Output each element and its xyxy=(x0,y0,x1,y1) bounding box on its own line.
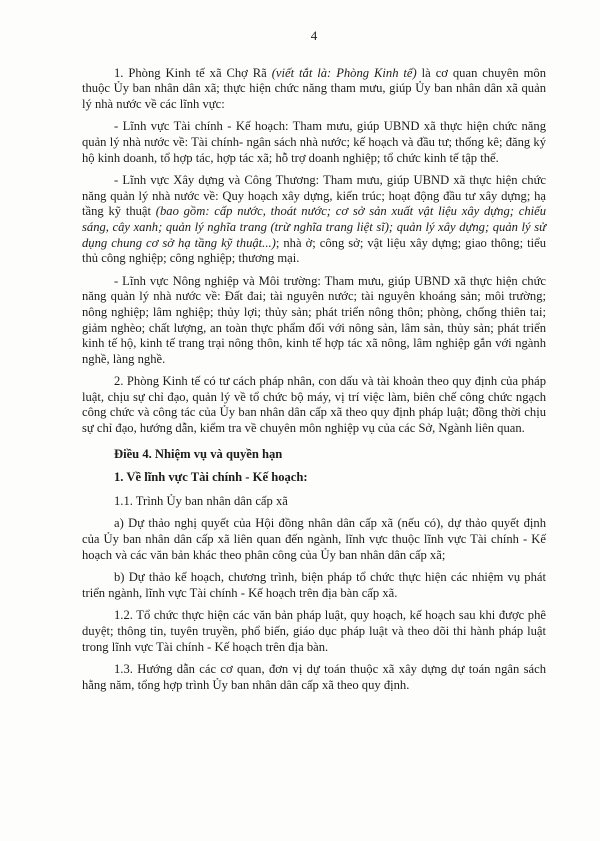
paragraph-1-abbreviation: (viết tắt là: Phòng Kinh tế) xyxy=(271,65,417,80)
item-a: a) Dự thảo nghị quyết của Hội đồng nhân dân cấp xã (nếu có), dự thảo quyết định của Ủy ban nhân dân cấp xã liên quan đến ngành, lĩnh vực thuộc lĩnh vực Tài chính - Kế hoạch và các văn bản khác theo phân công của Ủy ban nhân dân cấp xã; xyxy=(82,516,546,562)
article-4-title: Điều 4. Nhiệm vụ và quyền hạn xyxy=(114,446,283,461)
item-b: b) Dự thảo kế hoạch, chương trình, biện pháp tổ chức thực hiện các nhiệm vụ phát triển ngành, lĩnh vực Tài chính - Kế hoạch trên địa bàn cấp xã. xyxy=(82,570,546,600)
paragraph-1-text-c: là cơ quan chuyên môn thuộc Ủy ban nhân dân xã; thực hiện chức năng tham mưu, giúp Ủy ban nhân dân xã quản lý nhà nước về các lĩnh vực: xyxy=(82,65,546,111)
section-1-title: 1. Về lĩnh vực Tài chính - Kế hoạch: xyxy=(114,470,308,485)
field-construction-text-a: - Lĩnh vực Xây dựng và Công Thương: Tham mưu, giúp UBND xã thực hiện chức năng quản lý nhà nước về: Quy hoạch xây dựng, kiến trúc; hoạt động đầu tư xây dựng; hạ tầng kỹ thuật xyxy=(82,173,546,219)
field-construction-details: (bao gồm: cấp nước, thoát nước; cơ sở sản xuất vật liệu xây dựng; chiếu sáng, cây xanh; quản lý nghĩa trang (trừ nghĩa trang liệt sĩ); quản lý xây dựng; quản lý sử dụng chung cơ sở hạ tầng kỹ thuật...) xyxy=(82,204,546,250)
paragraph-1-text-a: 1. Phòng Kinh tế xã Chợ Rã xyxy=(114,65,272,80)
paragraph-1 xyxy=(82,66,546,113)
field-construction-text-c: ; nhà ở; công sở; vật liệu xây dựng; giao thông; tiểu thủ công nghiệp; công nghiệp; thương mại. xyxy=(82,235,546,266)
field-construction-trade xyxy=(82,173,546,267)
paragraph-2: 2. Phòng Kinh tế có tư cách pháp nhân, con dấu và tài khoản theo quy định của pháp luật, chịu sự chỉ đạo, quản lý về tổ chức bộ máy, vị trí việc làm, biên chế công chức ngạch công chức và công tác của Ủy ban nhân dân cấp xã theo quy định pháp luật; đồng thời chịu sự chỉ đạo, hướng dẫn, kiểm tra về chuyên môn nghiệp vụ của các Sở, Ngành liên quan. xyxy=(82,374,546,436)
item-1-2: 1.2. Tổ chức thực hiện các văn bản pháp luật, quy hoạch, kế hoạch sau khi được phê duyệt; thông tin, tuyên truyền, phổ biến, giáo dục pháp luật và theo dõi thi hành pháp luật trong lĩnh vực Tài chính - Kế hoạch trên địa bàn. xyxy=(82,608,546,654)
page-number: 4 xyxy=(310,28,318,43)
item-1-3: 1.3. Hướng dẫn các cơ quan, đơn vị dự toán thuộc xã xây dựng dự toán ngân sách hằng năm, tổng hợp trình Ủy ban nhân dân cấp xã theo quy định. xyxy=(82,662,546,692)
field-agriculture-environment: - Lĩnh vực Nông nghiệp và Môi trường: Tham mưu, giúp UBND xã thực hiện chức năng quản lý nhà nước về: Đất đai; tài nguyên nước; tài nguyên khoáng sản; môi trường; nông nghiệp; lâm nghiệp; thủy lợi; thủy sản; phát triển nông thôn; phòng, chống thiên tai; giảm nghèo; chất lượng, an toàn thực phẩm đối với nông sản, lâm sản, thủy sản; phát triển kinh tế hộ, kinh tế trang trại nông thôn, kinh tế hợp tác xã nông, lâm nghiệp gắn với ngành nghề, làng nghề. xyxy=(82,273,546,366)
item-1-1: 1.1. Trình Ủy ban nhân dân cấp xã xyxy=(114,493,288,508)
field-finance-planning: - Lĩnh vực Tài chính - Kế hoạch: Tham mưu, giúp UBND xã thực hiện chức năng quản lý nhà nước về: Tài chính- ngân sách nhà nước; kế hoạch và đầu tư; thống kê; đăng ký hộ kinh doanh, tổ hợp tác, hợp tác xã; hỗ trợ doanh nghiệp; tổ chức kinh tế tập thể. xyxy=(82,119,546,165)
